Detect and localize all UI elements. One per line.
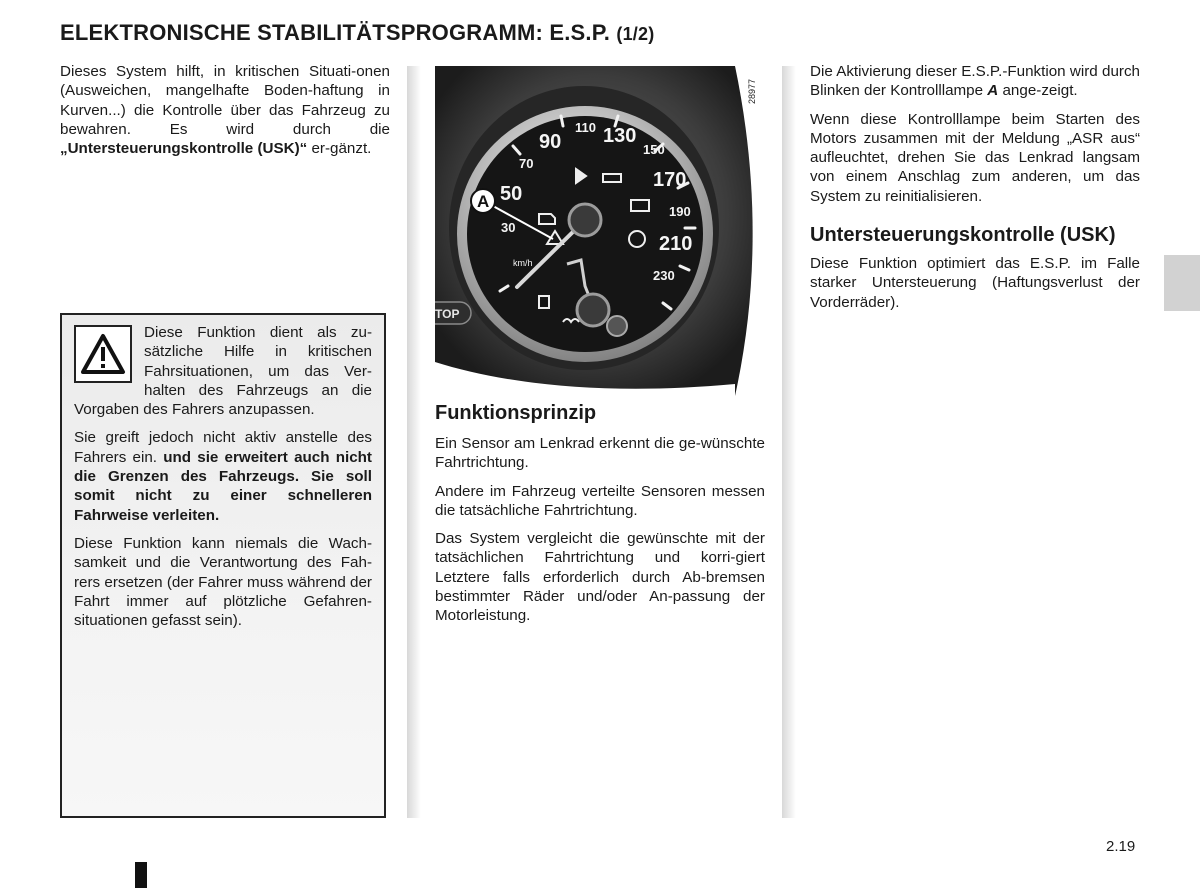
speed-label-minor: 190 [669,204,691,219]
section-heading: Funktionsprinzip [435,402,597,424]
unit-label: km/h [513,258,533,268]
figure-reference: 28977 [747,78,757,104]
speed-label-minor: 70 [519,156,534,171]
warning-box [60,313,386,818]
body-paragraph: Das System vergleicht die gewünschte mit der tatsächlichen Fahrtrichtung und korri-giert Letztere falls erforderlich durch Ab-bremsen bestimmter Räder und/oder An-passung der Motorleistung. [435,530,765,625]
body-paragraph: Diese Funktion optimiert das E.S.P. im Falle starker Untersteuerung (Haftungsverlust der Vorderräder). [810,255,1140,311]
speed-label-minor: 110 [575,120,596,135]
body-paragraph: Die Aktivierung dieser E.S.P.-Funktion wird durch Blinken der Kontrolllampe A ange-zeigt. [810,63,1140,100]
speed-label: 50 [500,183,523,205]
column-separator [407,66,421,818]
speedometer-figure [435,66,757,396]
warning-paragraph-1: Diese Funktion dient als zu-sätzliche Hilfe in kritischen Fahrsituationen, um das Ver-halten des Fahrzeugs an die Vorgaben des Fahrers anzupassen. [74,324,372,419]
speed-label: 210 [659,233,693,255]
body-paragraph: Ein Sensor am Lenkrad erkennt die ge-wünschte Fahrtrichtung. [435,435,765,472]
body-paragraph: Andere im Fahrzeug verteilte Sensoren messen die tatsächliche Fahrtrichtung. [435,482,765,519]
warning-triangle-icon [74,325,132,383]
middle-column [435,400,765,635]
right-column [810,62,1140,321]
intro-paragraph: Dieses System hilft, in kritischen Situati-onen (Ausweichen, mangelhafte Boden-haftung in Kurven...) die Kontrolle über das Fahrzeug zu bewahren. Es wird durch die „Untersteuerungskontrolle (USK)“ er-gänzt. [60,63,390,158]
column-separator [782,66,796,818]
crop-mark [135,862,147,888]
body-paragraph: Wenn diese Kontrolllampe beim Starten des Motors zusammen mit der Meldung „ASR aus“ aufleuchtet, drehen Sie das Lenkrad langsam von einem Anschlag zum anderen, um das System zu reinitialisieren. [810,110,1140,205]
speed-label-minor: 30 [501,220,516,235]
page-part-indicator: (1/2) [616,24,655,44]
warning-paragraph-3: Diese Funktion kann niemals die Wach-samkeit und die Verantwortung des Fah-rers ersetzen (der Fahrer muss während der Fahrt immer auf plötzliche Gefahren-situationen gefasst sein). [74,534,372,630]
page-number: 2.19 [1106,838,1136,855]
speed-label-minor: 150 [643,142,665,157]
page-title: ELEKTRONISCHE STABILITÄTSPROGRAMM: E.S.P. (1/2) [60,20,655,45]
speed-label: 90 [539,131,562,153]
speed-label: 130 [603,125,637,147]
stop-button-label: TOP [435,307,460,321]
speed-label: 170 [653,169,687,191]
chapter-tab [1164,255,1200,311]
warning-paragraph-2: Sie greift jedoch nicht aktiv anstelle des Fahrers ein. und sie erweitert auch nicht die Grenzen des Fahrzeugs. Sie soll somit nicht zu einer schnelleren Fahrweise verleiten. [74,429,372,524]
section-heading: Untersteuerungskontrolle (USK) [810,224,1116,247]
speed-label-minor: 230 [653,268,675,283]
intro-column [60,62,390,167]
callout-label-a: A [477,192,490,211]
